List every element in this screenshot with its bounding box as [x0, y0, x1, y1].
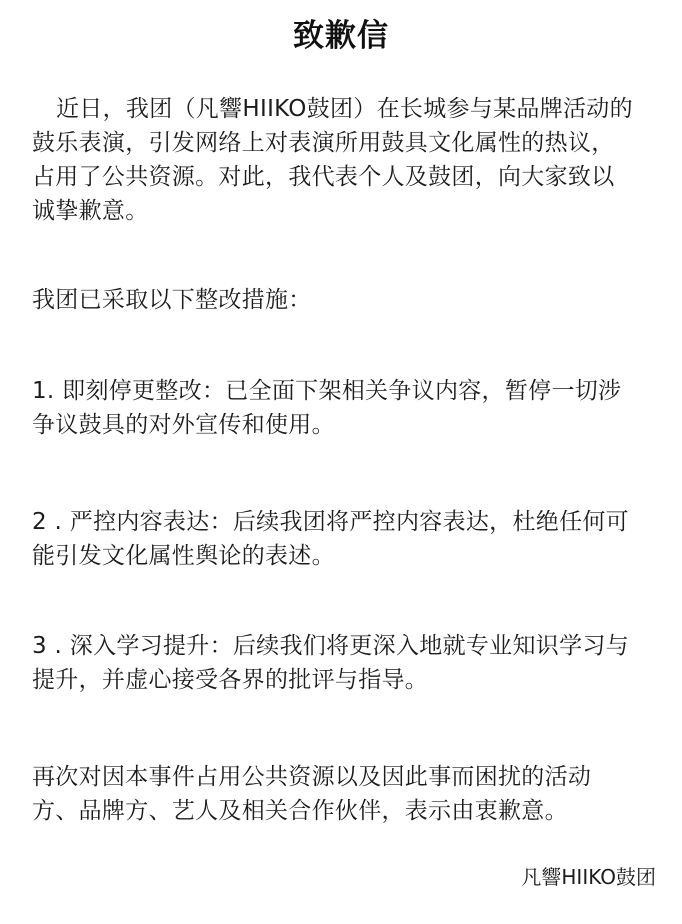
measure-item-line: 1. 即刻停更整改：已全面下架相关争议内容，暂停一切涉	[32, 378, 622, 404]
measure-item-3	[32, 629, 664, 697]
closing-paragraph	[32, 760, 664, 828]
measure-item-line: 争议鼓具的对外宣传和使用。	[32, 412, 335, 438]
intro-line: 占用了公共资源。对此，我代表个人及鼓团，向大家致以	[32, 164, 615, 190]
measures-heading-text: 我团已采取以下整改措施：	[32, 287, 312, 313]
closing-line: 再次对因本事件占用公共资源以及因此事而困扰的活动	[32, 764, 592, 790]
intro-line: 近日，我团（凡響HIIKO鼓团）在长城参与某品牌活动的	[56, 96, 633, 122]
intro-line: 鼓乐表演，引发网络上对表演所用鼓具文化属性的热议，	[32, 130, 615, 156]
signature: 凡響HIIKO鼓团	[521, 865, 656, 889]
intro-line: 诚挚歉意。	[32, 198, 149, 224]
measure-item-line: 能引发文化属性舆论的表述。	[32, 543, 335, 569]
intro-paragraph	[32, 92, 664, 228]
letter-title: 致歉信	[293, 18, 389, 54]
closing-line: 方、品牌方、艺人及相关合作伙伴，表示由衷歉意。	[32, 798, 568, 824]
measure-item-2	[32, 505, 664, 573]
measure-item-1	[32, 374, 664, 442]
measures-heading	[32, 283, 664, 317]
measure-item-line: 2 . 严控内容表达：后续我团将严控内容表达，杜绝任何可	[32, 509, 629, 535]
measure-item-line: 提升，并虚心接受各界的批评与指导。	[32, 667, 429, 693]
measure-item-line: 3 . 深入学习提升：后续我们将更深入地就专业知识学习与	[32, 633, 629, 659]
